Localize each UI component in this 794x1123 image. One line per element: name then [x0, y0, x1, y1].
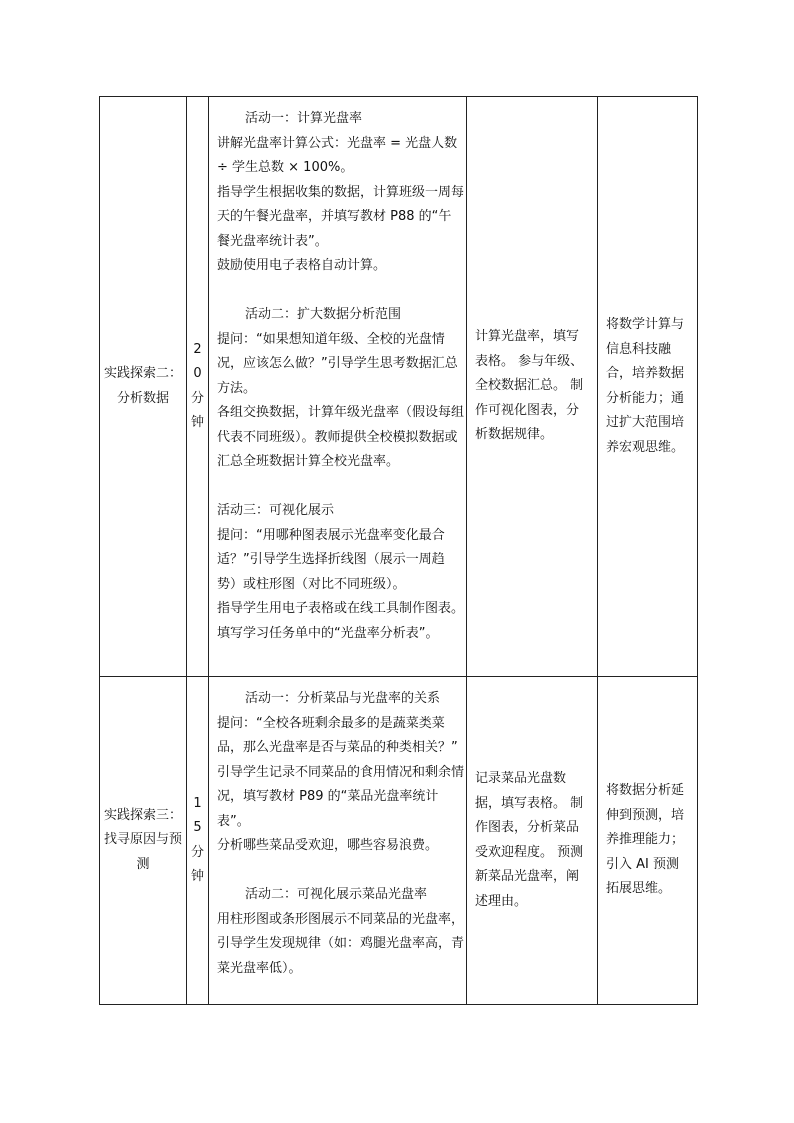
time-label: 20分钟	[190, 341, 204, 430]
activity-text: 指导学生根据收集的数据，计算班级一周每天的午餐光盘率，并填写教材 P88 的“午餐光盘率统计表”。	[217, 184, 465, 249]
student-text: 参与年级、全校数据汇总。	[475, 353, 584, 394]
stage-label: 实践探索三：找寻原因与预测	[103, 807, 182, 872]
student-text: 制作图表，分析菜品受欢迎程度。	[475, 795, 584, 860]
student-text: 计算光盘率，填写表格。	[475, 329, 580, 369]
design-intent-cell	[598, 97, 698, 677]
activity-text: 提问：“如果想知道年级、全校的光盘情况，应该怎么做？”引导学生思考数据汇总方法。	[217, 331, 458, 396]
design-intent-text: 将数学计算与信息科技融合，培养数据分析能力；通过扩大范围培养宏观思维。	[606, 317, 685, 455]
activity-title: 活动二：扩大数据分析范围	[245, 307, 402, 322]
table-row	[100, 677, 698, 1005]
design-intent-cell	[598, 677, 698, 1005]
activity-title: 活动一：计算光盘率	[245, 111, 363, 126]
activity-text: 讲解光盘率计算公式：光盘率 = 光盘人数 ÷ 学生总数 × 100%。	[217, 135, 458, 175]
activity-text: 用柱形图或条形图展示不同菜品的光盘率，引导学生发现规律（如：鸡腿光盘率高，青菜光盘率低）。	[217, 911, 465, 976]
lesson-plan-table	[99, 96, 698, 1005]
student-activity-cell	[467, 97, 598, 677]
activity-text: 引导学生记录不同菜品的食用情况和剩余情况，填写教材 P89 的“菜品光盘率统计表”。	[217, 764, 465, 829]
stage-cell	[100, 97, 187, 677]
student-text: 记录菜品光盘数据，填写表格。	[475, 771, 567, 811]
stage-label: 实践探索二：分析数据	[103, 366, 182, 406]
time-label: 15分钟	[190, 795, 204, 884]
activity-text: 各组交换数据，计算年级光盘率（假设每组代表不同班级）。教师提供全校模拟数据或汇总全班数据计算全校光盘率。	[217, 405, 465, 469]
activity-text: 提问：“用哪种图表展示光盘率变化最合适？”引导学生选择折线图（展示一周趋势）或柱形图（对比不同班级）。	[217, 527, 445, 592]
student-text: 制作可视化图表，分析数据规律。	[475, 378, 584, 443]
activity-text: 指导学生用电子表格或在线工具制作图表。	[217, 601, 465, 616]
table-row	[100, 97, 698, 677]
activity-title: 活动一：分析菜品与光盘率的关系	[245, 691, 441, 706]
time-cell	[187, 97, 209, 677]
student-text: 预测新菜品光盘率，阐述理由。	[475, 844, 584, 909]
activity-title: 活动二：可视化展示菜品光盘率	[245, 887, 428, 902]
teacher-activity-cell	[209, 97, 467, 677]
activity-text: 填写学习任务单中的“光盘率分析表”。	[217, 625, 439, 641]
student-activity-cell	[467, 677, 598, 1005]
stage-cell	[100, 677, 187, 1005]
teacher-activity-cell	[209, 677, 467, 1005]
activity-text: 提问：“全校各班剩余最多的是蔬菜类菜品，那么光盘率是否与菜品的种类相关？”	[217, 715, 458, 755]
activity-text: 鼓励使用电子表格自动计算。	[217, 258, 387, 273]
design-intent-text: 将数据分析延伸到预测，培养推理能力；引入 AI 预测拓展思维。	[606, 783, 685, 897]
activity-title: 活动三：可视化展示	[217, 503, 335, 518]
time-cell	[187, 677, 209, 1005]
activity-text: 分析哪些菜品受欢迎，哪些容易浪费。	[217, 838, 439, 853]
